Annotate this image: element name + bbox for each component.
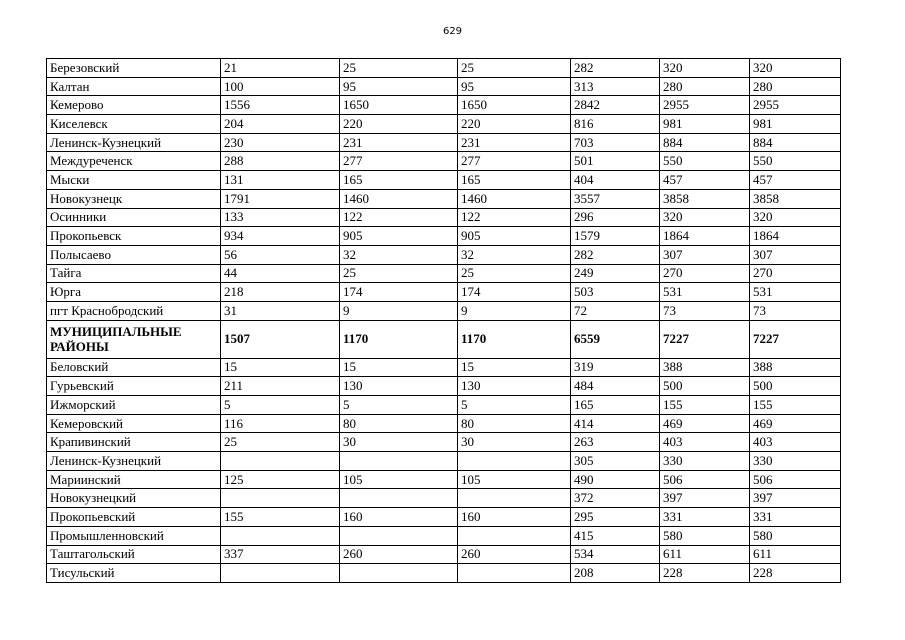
row-name-cell: Полысаево bbox=[47, 245, 221, 264]
table-row bbox=[47, 227, 841, 246]
row-name-cell: Осинники bbox=[47, 208, 221, 227]
value-cell-col5: 403 bbox=[660, 433, 750, 452]
value-cell-col4: 295 bbox=[571, 508, 660, 527]
value-cell-col3 bbox=[458, 452, 571, 471]
table-row bbox=[47, 489, 841, 508]
value-cell-col1: 204 bbox=[221, 115, 340, 134]
value-cell-col4: 313 bbox=[571, 77, 660, 96]
value-cell-col6: 307 bbox=[750, 245, 841, 264]
value-cell-col2 bbox=[340, 526, 458, 545]
value-cell-col4: 72 bbox=[571, 301, 660, 320]
value-cell-col2: 260 bbox=[340, 545, 458, 564]
value-cell-col6: 469 bbox=[750, 414, 841, 433]
value-cell-col6: 330 bbox=[750, 452, 841, 471]
table-row bbox=[47, 171, 841, 190]
value-cell-col2: 25 bbox=[340, 59, 458, 78]
row-name-cell: Ленинск-Кузнецкий bbox=[47, 133, 221, 152]
value-cell-col3: 80 bbox=[458, 414, 571, 433]
value-cell-col4: 703 bbox=[571, 133, 660, 152]
value-cell-col6: 2955 bbox=[750, 96, 841, 115]
value-cell-col4: 414 bbox=[571, 414, 660, 433]
value-cell-col4: 490 bbox=[571, 470, 660, 489]
value-cell-col2 bbox=[340, 452, 458, 471]
value-cell-col2: 30 bbox=[340, 433, 458, 452]
value-cell-col4: 816 bbox=[571, 115, 660, 134]
value-cell-col2: 9 bbox=[340, 301, 458, 320]
value-cell-col1 bbox=[221, 564, 340, 583]
table-row bbox=[47, 115, 841, 134]
row-name-cell: Киселевск bbox=[47, 115, 221, 134]
value-cell-col3: 260 bbox=[458, 545, 571, 564]
value-cell-col5: 611 bbox=[660, 545, 750, 564]
value-cell-col1: 15 bbox=[221, 358, 340, 377]
value-cell-col6: 500 bbox=[750, 377, 841, 396]
value-cell-col5: 73 bbox=[660, 301, 750, 320]
value-cell-col4: 3557 bbox=[571, 189, 660, 208]
value-cell-col6: 270 bbox=[750, 264, 841, 283]
value-cell-col5: 500 bbox=[660, 377, 750, 396]
value-cell-col6: 7227 bbox=[750, 320, 841, 358]
value-cell-col2: 122 bbox=[340, 208, 458, 227]
table-row bbox=[47, 396, 841, 415]
value-cell-col5: 1864 bbox=[660, 227, 750, 246]
row-name-cell: Беловский bbox=[47, 358, 221, 377]
value-cell-col6: 73 bbox=[750, 301, 841, 320]
value-cell-col1: 56 bbox=[221, 245, 340, 264]
value-cell-col3: 220 bbox=[458, 115, 571, 134]
value-cell-col6: 884 bbox=[750, 133, 841, 152]
row-name-cell: Кемеровский bbox=[47, 414, 221, 433]
value-cell-col3: 105 bbox=[458, 470, 571, 489]
value-cell-col6: 981 bbox=[750, 115, 841, 134]
table-row bbox=[47, 152, 841, 171]
value-cell-col3: 25 bbox=[458, 59, 571, 78]
table-row bbox=[47, 358, 841, 377]
table-row bbox=[47, 545, 841, 564]
value-cell-col4: 1579 bbox=[571, 227, 660, 246]
table-row bbox=[47, 508, 841, 527]
row-name-cell: Крапивинский bbox=[47, 433, 221, 452]
value-cell-col1: 230 bbox=[221, 133, 340, 152]
row-name-cell: МУНИЦИПАЛЬНЫЕ РАЙОНЫ bbox=[47, 320, 221, 358]
row-name-cell: Калтан bbox=[47, 77, 221, 96]
value-cell-col3: 277 bbox=[458, 152, 571, 171]
value-cell-col4: 484 bbox=[571, 377, 660, 396]
value-cell-col2: 15 bbox=[340, 358, 458, 377]
value-cell-col5: 320 bbox=[660, 208, 750, 227]
value-cell-col3 bbox=[458, 564, 571, 583]
value-cell-col6: 320 bbox=[750, 59, 841, 78]
table-row bbox=[47, 245, 841, 264]
value-cell-col2: 105 bbox=[340, 470, 458, 489]
value-cell-col1 bbox=[221, 452, 340, 471]
value-cell-col5: 307 bbox=[660, 245, 750, 264]
table-row bbox=[47, 77, 841, 96]
table-row bbox=[47, 377, 841, 396]
value-cell-col5: 469 bbox=[660, 414, 750, 433]
value-cell-col5: 331 bbox=[660, 508, 750, 527]
value-cell-col2: 1170 bbox=[340, 320, 458, 358]
value-cell-col5: 580 bbox=[660, 526, 750, 545]
value-cell-col5: 270 bbox=[660, 264, 750, 283]
value-cell-col3: 32 bbox=[458, 245, 571, 264]
value-cell-col2: 1650 bbox=[340, 96, 458, 115]
value-cell-col5: 228 bbox=[660, 564, 750, 583]
value-cell-col1: 131 bbox=[221, 171, 340, 190]
value-cell-col3: 95 bbox=[458, 77, 571, 96]
row-name-cell: Тайга bbox=[47, 264, 221, 283]
value-cell-col6: 611 bbox=[750, 545, 841, 564]
value-cell-col6: 155 bbox=[750, 396, 841, 415]
value-cell-col5: 330 bbox=[660, 452, 750, 471]
value-cell-col4: 165 bbox=[571, 396, 660, 415]
value-cell-col1: 288 bbox=[221, 152, 340, 171]
value-cell-col3 bbox=[458, 489, 571, 508]
value-cell-col2 bbox=[340, 489, 458, 508]
value-cell-col5: 457 bbox=[660, 171, 750, 190]
value-cell-col2: 130 bbox=[340, 377, 458, 396]
value-cell-col1: 31 bbox=[221, 301, 340, 320]
value-cell-col4: 415 bbox=[571, 526, 660, 545]
value-cell-col6: 403 bbox=[750, 433, 841, 452]
value-cell-col5: 884 bbox=[660, 133, 750, 152]
value-cell-col1: 1507 bbox=[221, 320, 340, 358]
value-cell-col1: 934 bbox=[221, 227, 340, 246]
value-cell-col1: 211 bbox=[221, 377, 340, 396]
row-name-cell: Тисульский bbox=[47, 564, 221, 583]
value-cell-col5: 280 bbox=[660, 77, 750, 96]
value-cell-col3: 1460 bbox=[458, 189, 571, 208]
row-name-cell: Мыски bbox=[47, 171, 221, 190]
table-row bbox=[47, 208, 841, 227]
table-row bbox=[47, 470, 841, 489]
value-cell-col6: 580 bbox=[750, 526, 841, 545]
value-cell-col1 bbox=[221, 526, 340, 545]
value-cell-col6: 397 bbox=[750, 489, 841, 508]
value-cell-col6: 331 bbox=[750, 508, 841, 527]
value-cell-col5: 531 bbox=[660, 283, 750, 302]
value-cell-col2: 80 bbox=[340, 414, 458, 433]
table-row bbox=[47, 452, 841, 471]
value-cell-col5: 155 bbox=[660, 396, 750, 415]
value-cell-col5: 320 bbox=[660, 59, 750, 78]
value-cell-col3: 905 bbox=[458, 227, 571, 246]
value-cell-col1: 155 bbox=[221, 508, 340, 527]
value-cell-col3: 160 bbox=[458, 508, 571, 527]
value-cell-col3: 174 bbox=[458, 283, 571, 302]
value-cell-col4: 503 bbox=[571, 283, 660, 302]
value-cell-col4: 208 bbox=[571, 564, 660, 583]
row-name-cell: пгт Краснобродский bbox=[47, 301, 221, 320]
value-cell-col3: 15 bbox=[458, 358, 571, 377]
value-cell-col4: 2842 bbox=[571, 96, 660, 115]
value-cell-col1 bbox=[221, 489, 340, 508]
value-cell-col1: 5 bbox=[221, 396, 340, 415]
table-row bbox=[47, 433, 841, 452]
value-cell-col5: 2955 bbox=[660, 96, 750, 115]
table-row bbox=[47, 59, 841, 78]
value-cell-col4: 263 bbox=[571, 433, 660, 452]
table-row bbox=[47, 133, 841, 152]
row-name-cell: Прокопьевский bbox=[47, 508, 221, 527]
value-cell-col6: 506 bbox=[750, 470, 841, 489]
value-cell-col4: 6559 bbox=[571, 320, 660, 358]
value-cell-col2 bbox=[340, 564, 458, 583]
row-name-cell: Ижморский bbox=[47, 396, 221, 415]
value-cell-col2: 174 bbox=[340, 283, 458, 302]
value-cell-col1: 218 bbox=[221, 283, 340, 302]
value-cell-col2: 905 bbox=[340, 227, 458, 246]
value-cell-col3: 122 bbox=[458, 208, 571, 227]
value-cell-col1: 1556 bbox=[221, 96, 340, 115]
value-cell-col4: 282 bbox=[571, 59, 660, 78]
value-cell-col5: 981 bbox=[660, 115, 750, 134]
row-name-cell: Прокопьевск bbox=[47, 227, 221, 246]
row-name-cell: Промышленновский bbox=[47, 526, 221, 545]
value-cell-col2: 220 bbox=[340, 115, 458, 134]
data-table bbox=[46, 58, 841, 583]
value-cell-col4: 296 bbox=[571, 208, 660, 227]
table-row bbox=[47, 526, 841, 545]
table-row bbox=[47, 264, 841, 283]
table-row bbox=[47, 96, 841, 115]
row-name-cell: Юрга bbox=[47, 283, 221, 302]
table-row bbox=[47, 564, 841, 583]
value-cell-col2: 277 bbox=[340, 152, 458, 171]
value-cell-col6: 228 bbox=[750, 564, 841, 583]
value-cell-col6: 388 bbox=[750, 358, 841, 377]
value-cell-col6: 320 bbox=[750, 208, 841, 227]
value-cell-col3: 9 bbox=[458, 301, 571, 320]
value-cell-col4: 534 bbox=[571, 545, 660, 564]
value-cell-col1: 337 bbox=[221, 545, 340, 564]
value-cell-col6: 280 bbox=[750, 77, 841, 96]
page-number: 629 bbox=[442, 26, 463, 37]
value-cell-col3 bbox=[458, 526, 571, 545]
value-cell-col1: 100 bbox=[221, 77, 340, 96]
value-cell-col2: 32 bbox=[340, 245, 458, 264]
table-row bbox=[47, 189, 841, 208]
value-cell-col4: 249 bbox=[571, 264, 660, 283]
value-cell-col1: 1791 bbox=[221, 189, 340, 208]
value-cell-col2: 160 bbox=[340, 508, 458, 527]
value-cell-col3: 30 bbox=[458, 433, 571, 452]
value-cell-col2: 1460 bbox=[340, 189, 458, 208]
table-row bbox=[47, 414, 841, 433]
row-name-cell: Кемерово bbox=[47, 96, 221, 115]
value-cell-col3: 165 bbox=[458, 171, 571, 190]
value-cell-col4: 282 bbox=[571, 245, 660, 264]
value-cell-col3: 5 bbox=[458, 396, 571, 415]
value-cell-col6: 531 bbox=[750, 283, 841, 302]
value-cell-col6: 1864 bbox=[750, 227, 841, 246]
row-name-cell: Новокузнецк bbox=[47, 189, 221, 208]
value-cell-col6: 457 bbox=[750, 171, 841, 190]
value-cell-col1: 116 bbox=[221, 414, 340, 433]
value-cell-col5: 397 bbox=[660, 489, 750, 508]
value-cell-col1: 125 bbox=[221, 470, 340, 489]
value-cell-col3: 130 bbox=[458, 377, 571, 396]
value-cell-col2: 95 bbox=[340, 77, 458, 96]
value-cell-col5: 506 bbox=[660, 470, 750, 489]
value-cell-col2: 231 bbox=[340, 133, 458, 152]
value-cell-col4: 319 bbox=[571, 358, 660, 377]
row-name-cell: Новокузнецкий bbox=[47, 489, 221, 508]
row-name-cell: Мариинский bbox=[47, 470, 221, 489]
value-cell-col1: 44 bbox=[221, 264, 340, 283]
value-cell-col4: 404 bbox=[571, 171, 660, 190]
value-cell-col5: 388 bbox=[660, 358, 750, 377]
value-cell-col3: 1170 bbox=[458, 320, 571, 358]
table-row-summary bbox=[47, 320, 841, 358]
table-row bbox=[47, 283, 841, 302]
value-cell-col4: 501 bbox=[571, 152, 660, 171]
value-cell-col4: 305 bbox=[571, 452, 660, 471]
value-cell-col6: 3858 bbox=[750, 189, 841, 208]
row-name-cell: Междуреченск bbox=[47, 152, 221, 171]
table-body bbox=[47, 59, 841, 583]
value-cell-col5: 7227 bbox=[660, 320, 750, 358]
value-cell-col1: 21 bbox=[221, 59, 340, 78]
value-cell-col2: 5 bbox=[340, 396, 458, 415]
value-cell-col5: 3858 bbox=[660, 189, 750, 208]
value-cell-col5: 550 bbox=[660, 152, 750, 171]
row-name-cell: Гурьевский bbox=[47, 377, 221, 396]
value-cell-col6: 550 bbox=[750, 152, 841, 171]
value-cell-col4: 372 bbox=[571, 489, 660, 508]
row-name-cell: Ленинск-Кузнецкий bbox=[47, 452, 221, 471]
row-name-cell: Таштагольский bbox=[47, 545, 221, 564]
value-cell-col3: 1650 bbox=[458, 96, 571, 115]
row-name-cell: Березовский bbox=[47, 59, 221, 78]
value-cell-col3: 25 bbox=[458, 264, 571, 283]
value-cell-col1: 133 bbox=[221, 208, 340, 227]
table-row bbox=[47, 301, 841, 320]
value-cell-col2: 165 bbox=[340, 171, 458, 190]
value-cell-col3: 231 bbox=[458, 133, 571, 152]
value-cell-col2: 25 bbox=[340, 264, 458, 283]
value-cell-col1: 25 bbox=[221, 433, 340, 452]
